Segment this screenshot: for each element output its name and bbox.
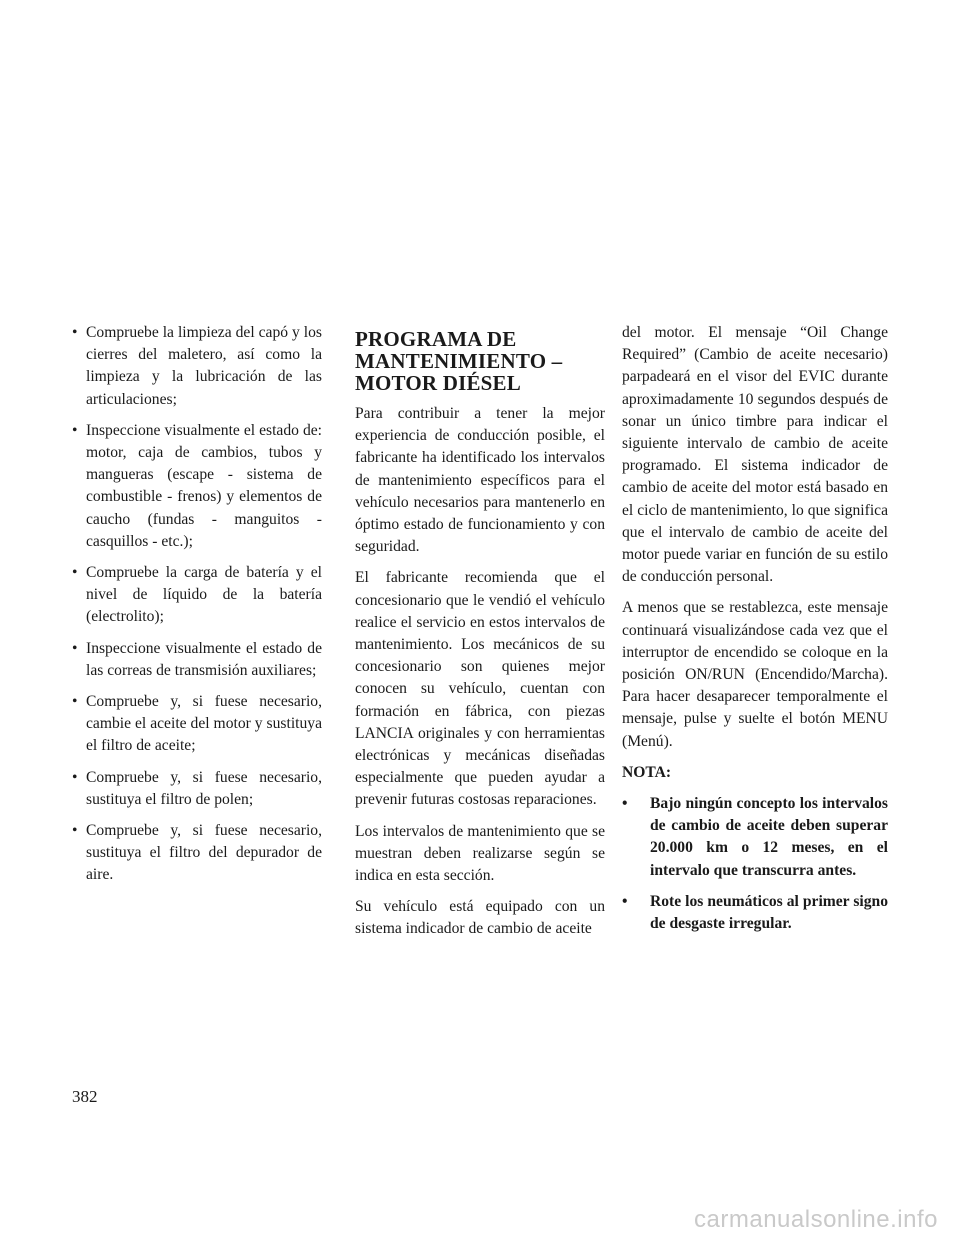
left-column <box>72 322 322 896</box>
section-heading: PROGRAMA DE MANTENIMIENTO – MOTOR DIÉSEL <box>355 327 563 395</box>
note-label: NOTA: <box>622 763 672 781</box>
list-item: • Compruebe la carga de batería y el nivel de líquido de la batería (electrolito); <box>72 562 322 629</box>
paragraph: del motor. El mensaje “Oil Change Required” (Cambio de aceite necesario) parpadeará en el visor del EVIC durante aproximadamente 10 segundos después de sonar un único timbre para indicar el siguiente intervalo de cambio de aceite programado. El sistema indicador de cambio de aceite del motor está basado en el ciclo de mantenimiento, lo que significa que el intervalo de cambio de aceite del motor puede variar en función de su estilo de conducción personal. <box>622 324 888 586</box>
right-column <box>622 322 888 944</box>
paragraph: Los intervalos de mantenimiento que se muestran deben realizarse según se indica en esta sección. <box>355 822 605 885</box>
list-item: • Compruebe y, si fuese necesario, cambie el aceite del motor y sustituya el filtro de aceite; <box>72 691 322 758</box>
page-number: 382 <box>72 1087 98 1106</box>
list-item: • Compruebe y, si fuese necesario, sustituya el filtro de polen; <box>72 767 322 811</box>
note-item: • Rote los neumáticos al primer signo de desgaste irregular. <box>622 891 888 935</box>
paragraph: Para contribuir a tener la mejor experiencia de conducción posible, el fabricante ha identificado los intervalos de mantenimiento específicos para el vehículo necesarios para mantenerlo en óptimo estado de funcionamiento y con seguridad. <box>355 405 605 556</box>
list-item: • Compruebe y, si fuese necesario, sustituya el filtro del depurador de aire. <box>72 820 322 887</box>
note-list <box>622 793 888 935</box>
list-item: • Inspeccione visualmente el estado de: motor, caja de cambios, tubos y mangueras (escape - sistema de combustible - frenos) y elementos de caucho (fundas - manguitos - casquillos - etc.); <box>72 420 322 553</box>
middle-column <box>355 322 605 950</box>
list-item: • Inspeccione visualmente el estado de las correas de transmisión auxiliares; <box>72 638 322 682</box>
list-item: • Compruebe la limpieza del capó y los cierres del maletero, así como la limpieza y la lubricación de las articulaciones; <box>72 322 322 411</box>
paragraph: A menos que se restablezca, este mensaje continuará visualizándose cada vez que el interruptor de encendido se coloque en la posición ON/RUN (Encendido/Marcha). Para hacer desaparecer temporalmente el mensaje, pulse y suelte el botón MENU (Menú). <box>622 599 888 750</box>
note-item: • Bajo ningún concepto los intervalos de cambio de aceite deben superar 20.000 km o 12 meses, en el intervalo que transcurra antes. <box>622 793 888 882</box>
paragraph: El fabricante recomienda que el concesionario que le vendió el vehículo realice el servicio en estos intervalos de mantenimiento. Los mecánicos de su concesionario son quienes mejor conocen su vehículo, cuentan con formación en fábrica, con piezas LANCIA originales y con herramientas electrónicas y mecánicas diseñadas especialmente que pueden ayudar a prevenir futuras costosas reparaciones. <box>355 569 605 809</box>
maintenance-checklist <box>72 322 322 887</box>
paragraph: Su vehículo está equipado con un sistema indicador de cambio de aceite <box>355 898 605 938</box>
watermark: carmanualsonline.info <box>694 1206 938 1233</box>
